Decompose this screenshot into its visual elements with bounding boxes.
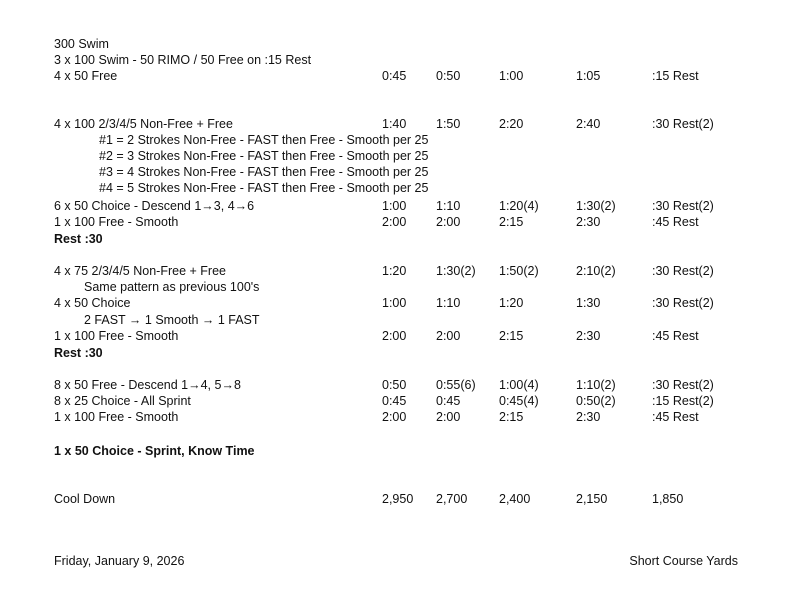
stroke-note-3: #3 = 4 Strokes Non-Free - FAST then Free - Smooth per 25 <box>99 165 429 179</box>
warmup-rimo-line: 3 x 100 Swim - 50 RIMO / 50 Free on :15 Rest <box>54 53 312 67</box>
warmup-swim-line: 300 Swim <box>54 37 109 51</box>
interval-col-1: 2:00 <box>382 410 407 424</box>
cooldown-label: Cool Down <box>54 492 116 506</box>
interval-col-1: 1:00 <box>382 199 407 213</box>
same-pattern-note: Same pattern as previous 100's <box>84 280 260 294</box>
set-row-1x100-smooth-2 <box>0 328 792 344</box>
interval-col-4: 2:10(2) <box>576 264 616 278</box>
sprint-set-line: 1 x 50 Choice - Sprint, Know Time <box>54 444 255 458</box>
interval-col-4: 2:30 <box>576 410 601 424</box>
set-label: 4 x 100 2/3/4/5 Non-Free + Free <box>54 117 233 131</box>
interval-col-3: 1:50(2) <box>499 264 539 278</box>
rest-col: :15 Rest(2) <box>652 394 714 408</box>
interval-col-3: 1:00(4) <box>499 378 539 392</box>
interval-col-2: 0:50 <box>436 69 461 83</box>
interval-col-4: 1:05 <box>576 69 601 83</box>
interval-col-4: 2:40 <box>576 117 601 131</box>
set-label: 1 x 100 Free - Smooth <box>54 329 179 343</box>
interval-col-3: 2:15 <box>499 329 524 343</box>
interval-col-3: 1:20 <box>499 296 524 310</box>
total-yards-col-1: 2,950 <box>382 492 414 506</box>
interval-col-2: 1:50 <box>436 117 461 131</box>
interval-col-1: 0:45 <box>382 394 407 408</box>
interval-col-4: 2:30 <box>576 329 601 343</box>
rest-col: :30 Rest(2) <box>652 199 714 213</box>
set-row-1x100-smooth-3 <box>0 409 792 425</box>
interval-col-2: 2:00 <box>436 329 461 343</box>
interval-col-1: 1:00 <box>382 296 407 310</box>
interval-col-1: 0:45 <box>382 69 407 83</box>
interval-col-1: 2:00 <box>382 215 407 229</box>
rest-col: :30 Rest(2) <box>652 378 714 392</box>
set-row-4x50-free <box>0 68 792 84</box>
interval-col-1: 0:50 <box>382 378 407 392</box>
stroke-note-4: #4 = 5 Strokes Non-Free - FAST then Free - Smooth per 25 <box>99 181 429 195</box>
rest-col: :30 Rest(2) <box>652 264 714 278</box>
interval-col-2: 1:10 <box>436 296 461 310</box>
interval-col-4: 2:30 <box>576 215 601 229</box>
rest-col: :45 Rest <box>652 410 699 424</box>
set-row-4x100-nonfree <box>0 116 792 132</box>
total-yards-col-2: 2,700 <box>436 492 468 506</box>
rest-col: :30 Rest(2) <box>652 296 714 310</box>
set-label: 1 x 100 Free - Smooth <box>54 410 179 424</box>
set-label: 4 x 75 2/3/4/5 Non-Free + Free <box>54 264 226 278</box>
set-row-4x50-choice <box>0 295 792 311</box>
total-yards-col-3: 2,400 <box>499 492 531 506</box>
interval-col-4: 0:50(2) <box>576 394 616 408</box>
interval-col-3: 0:45(4) <box>499 394 539 408</box>
interval-col-2: 1:30(2) <box>436 264 476 278</box>
set-row-1x100-smooth <box>0 214 792 230</box>
interval-col-3: 1:20(4) <box>499 199 539 213</box>
interval-col-4: 1:10(2) <box>576 378 616 392</box>
set-label: 8 x 50 Free - Descend 1→4, 5→8 <box>54 378 241 392</box>
set-label: 6 x 50 Choice - Descend 1→3, 4→6 <box>54 199 255 213</box>
rest-col: :30 Rest(2) <box>652 117 714 131</box>
interval-col-4: 1:30 <box>576 296 601 310</box>
total-yards-col-5: 1,850 <box>652 492 684 506</box>
set-label: 8 x 25 Choice - All Sprint <box>54 394 191 408</box>
rest-break-1: Rest :30 <box>54 232 103 246</box>
interval-col-1: 1:40 <box>382 117 407 131</box>
set-row-4x75-nonfree <box>0 263 792 279</box>
interval-col-2: 0:45 <box>436 394 461 408</box>
interval-col-3: 2:15 <box>499 410 524 424</box>
footer-date: Friday, January 9, 2026 <box>54 554 185 568</box>
set-label: 4 x 50 Choice <box>54 296 131 310</box>
interval-col-4: 1:30(2) <box>576 199 616 213</box>
stroke-note-2: #2 = 3 Strokes Non-Free - FAST then Free - Smooth per 25 <box>99 149 429 163</box>
interval-col-2: 0:55(6) <box>436 378 476 392</box>
interval-col-1: 1:20 <box>382 264 407 278</box>
rest-break-2: Rest :30 <box>54 346 103 360</box>
set-row-8x25-sprint <box>0 393 792 409</box>
stroke-note-1: #1 = 2 Strokes Non-Free - FAST then Free - Smooth per 25 <box>99 133 429 147</box>
rest-col: :45 Rest <box>652 329 699 343</box>
footer-course: Short Course Yards <box>629 554 738 568</box>
interval-col-1: 2:00 <box>382 329 407 343</box>
total-yards-col-4: 2,150 <box>576 492 608 506</box>
set-label: 1 x 100 Free - Smooth <box>54 215 179 229</box>
set-label: 4 x 50 Free <box>54 69 118 83</box>
rest-col: :45 Rest <box>652 215 699 229</box>
interval-col-3: 2:15 <box>499 215 524 229</box>
interval-col-2: 2:00 <box>436 215 461 229</box>
interval-col-2: 2:00 <box>436 410 461 424</box>
fast-pattern-note: 2 FAST → 1 Smooth → 1 FAST <box>84 313 260 327</box>
cooldown-row <box>0 491 792 507</box>
interval-col-3: 1:00 <box>499 69 524 83</box>
set-row-6x50-choice <box>0 198 792 214</box>
rest-col: :15 Rest <box>652 69 699 83</box>
interval-col-2: 1:10 <box>436 199 461 213</box>
interval-col-3: 2:20 <box>499 117 524 131</box>
set-row-8x50-free <box>0 377 792 393</box>
